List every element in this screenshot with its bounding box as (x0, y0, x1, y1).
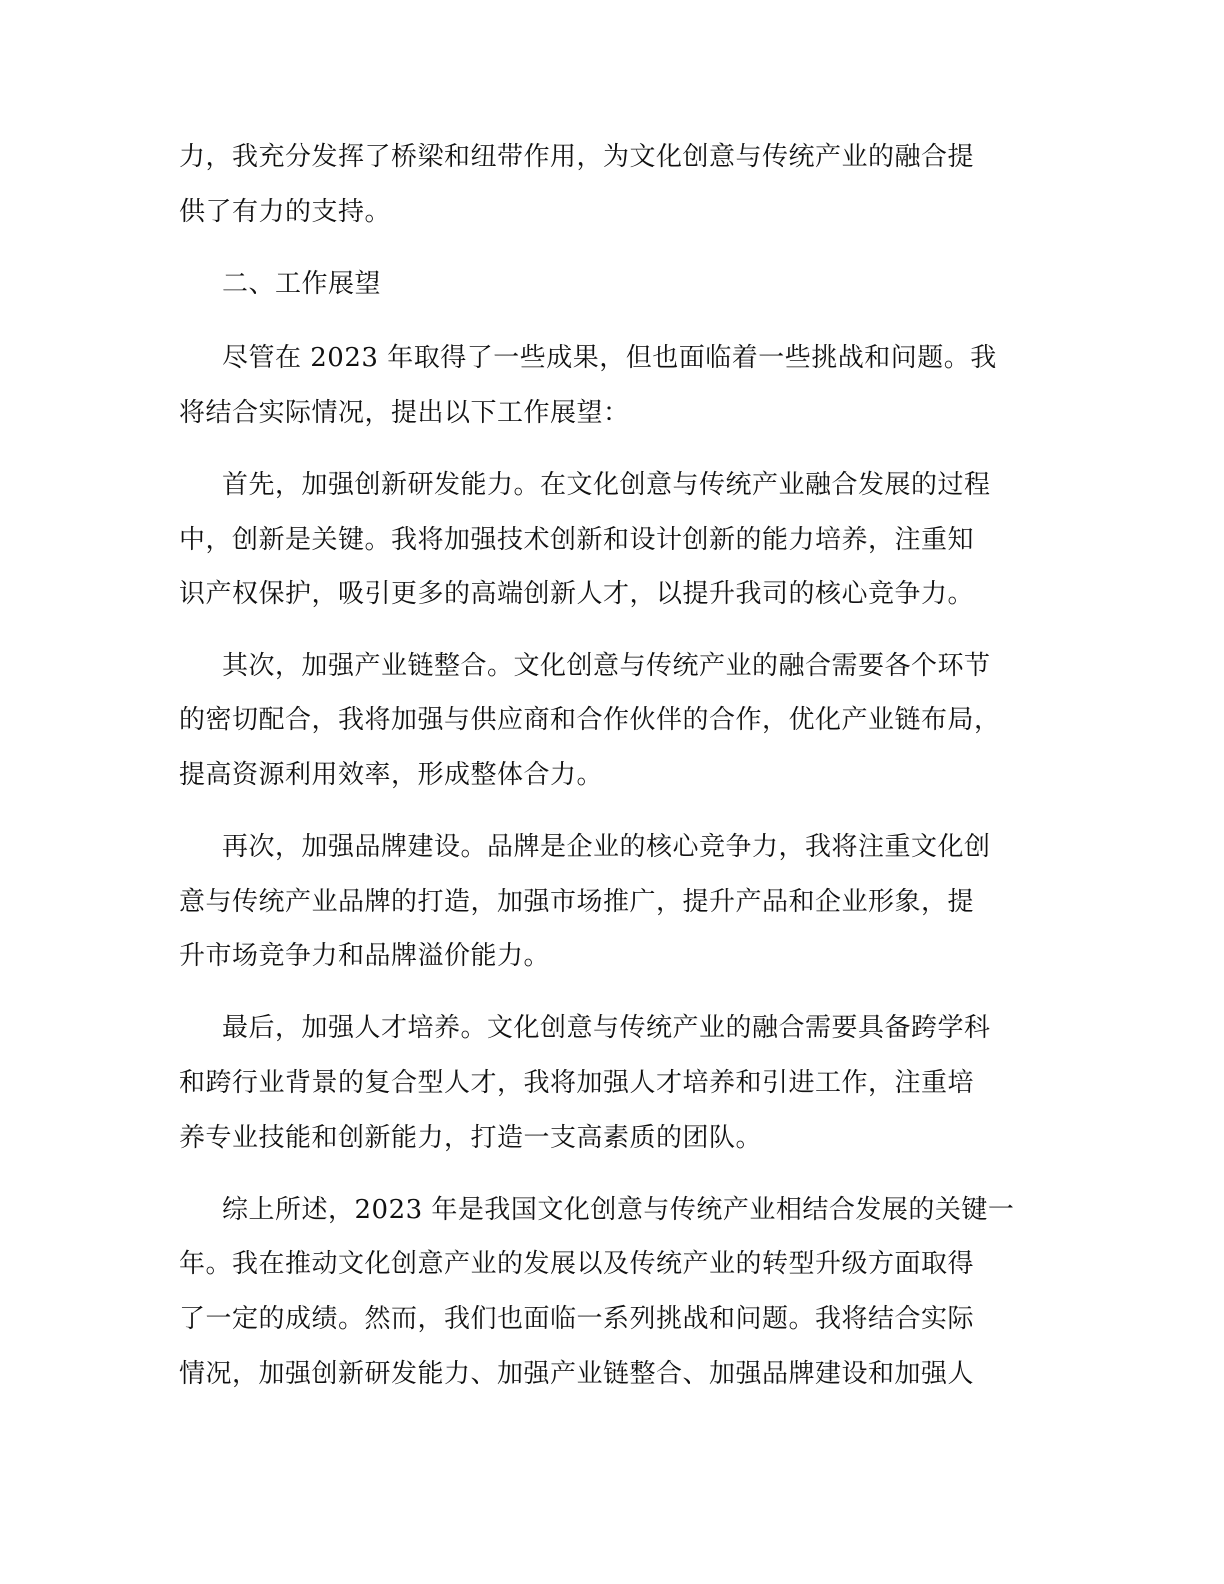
paragraph-line: 提高资源利用效率，形成整体合力。 (179, 760, 604, 790)
paragraph-line: 最后，加强人才培养。文化创意与传统产业的融合需要具备跨学科 (222, 1013, 991, 1043)
paragraph-line: 中，创新是关键。我将加强技术创新和设计创新的能力培养，注重知 (179, 525, 975, 555)
paragraph-line: 年。我在推动文化创意产业的发展以及传统产业的转型升级方面取得 (179, 1249, 975, 1279)
paragraph-line: 升市场竞争力和品牌溢价能力。 (179, 941, 551, 971)
paragraph-line: 将结合实际情况，提出以下工作展望： (179, 398, 630, 428)
paragraph-line: 尽管在 2023 年取得了一些成果，但也面临着一些挑战和问题。我 (222, 343, 997, 373)
paragraph-line: 了一定的成绩。然而，我们也面临一系列挑战和问题。我将结合实际 (179, 1304, 975, 1334)
paragraph-line: 意与传统产业品牌的打造，加强市场推广，提升产品和企业形象，提 (179, 887, 975, 917)
paragraph-line: 首先，加强创新研发能力。在文化创意与传统产业融合发展的过程 (222, 470, 991, 500)
paragraph-line: 情况，加强创新研发能力、加强产业链整合、加强品牌建设和加强人 (179, 1359, 975, 1389)
paragraph-line: 再次，加强品牌建设。品牌是企业的核心竞争力，我将注重文化创 (222, 832, 991, 862)
paragraph-line: 和跨行业背景的复合型人才，我将加强人才培养和引进工作，注重培 (179, 1068, 975, 1098)
paragraph-line: 养专业技能和创新能力，打造一支高素质的团队。 (179, 1123, 763, 1153)
paragraph-line: 力，我充分发挥了桥梁和纽带作用，为文化创意与传统产业的融合提 (179, 142, 975, 172)
paragraph-line: 识产权保护，吸引更多的高端创新人才，以提升我司的核心竞争力。 (179, 579, 975, 609)
paragraph-line: 其次，加强产业链整合。文化创意与传统产业的融合需要各个环节 (222, 651, 991, 681)
paragraph-line: 供了有力的支持。 (179, 197, 392, 227)
section-heading: 二、工作展望 (222, 269, 382, 299)
paragraph-line: 综上所述，2023 年是我国文化创意与传统产业相结合发展的关键一 (222, 1195, 1015, 1225)
paragraph-line: 的密切配合，我将加强与供应商和合作伙伴的合作，优化产业链布局， (179, 705, 1001, 735)
